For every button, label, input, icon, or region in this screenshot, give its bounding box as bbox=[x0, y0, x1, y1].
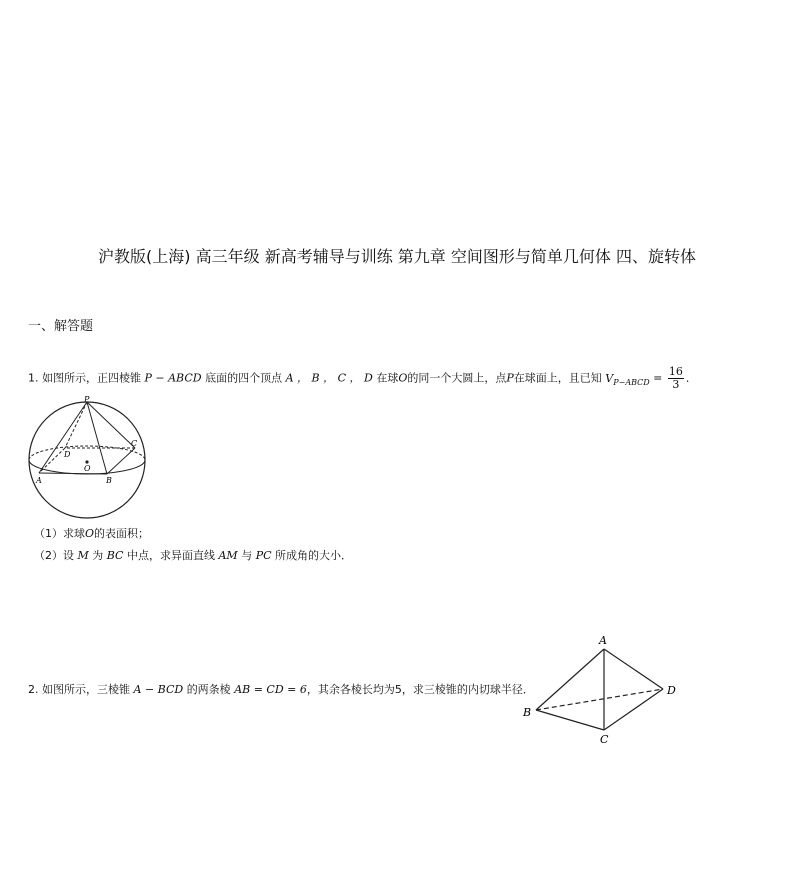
q2-text-a: 如图所示，三棱锥 bbox=[42, 683, 130, 696]
label-A: A bbox=[36, 476, 42, 485]
q1-part-1 bbox=[34, 525, 149, 541]
part2-bc: BC bbox=[106, 549, 124, 562]
q1-text-b: 底面的四个顶点 bbox=[205, 371, 283, 385]
edge-CD bbox=[604, 689, 663, 730]
edge-AD bbox=[604, 649, 663, 689]
edge-AB bbox=[39, 473, 107, 474]
question-1-text bbox=[28, 366, 697, 395]
part2-pc: PC bbox=[255, 549, 272, 562]
q1-text-d: 的同一个大圆上，点 bbox=[407, 371, 507, 385]
part1-var: O bbox=[85, 527, 95, 540]
part2-t4: 所成角的大小． bbox=[275, 549, 353, 562]
section-heading: 一、解答题 bbox=[28, 319, 94, 334]
question-number: 2. bbox=[28, 683, 39, 696]
question-number: 1. bbox=[28, 371, 39, 385]
tetrahedron-figure bbox=[518, 630, 688, 748]
q1-end: ． bbox=[685, 371, 697, 385]
page-title: 沪教版(上海) 高三年级 新高考辅导与训练 第九章 空间图形与简单几何体 四、旋转体 bbox=[98, 247, 696, 266]
fraction-numerator: 16 bbox=[668, 365, 683, 378]
part1-suffix: 的表面积； bbox=[94, 527, 150, 540]
volume-symbol: V bbox=[605, 371, 614, 385]
q2-text-c: ，其余各棱长均为5，求三棱锥的内切球半径． bbox=[306, 683, 534, 696]
label-D: D bbox=[667, 684, 676, 697]
q1-part-2 bbox=[34, 547, 352, 563]
edge-PA bbox=[39, 402, 87, 473]
part2-am: AM bbox=[218, 549, 238, 562]
sphere-pyramid-figure bbox=[26, 394, 150, 522]
edge-BC bbox=[107, 448, 135, 474]
label-B: B bbox=[106, 476, 112, 485]
edge-DA bbox=[39, 448, 65, 473]
label-C: C bbox=[600, 733, 609, 746]
volume-subscript: P−ABCD bbox=[613, 377, 650, 387]
label-C: C bbox=[131, 439, 138, 448]
q2-text-b: 的两条棱 bbox=[186, 683, 231, 696]
q2-pyramid: A − BCD bbox=[133, 683, 184, 696]
sphere-outline bbox=[29, 402, 145, 518]
volume-fraction bbox=[668, 366, 684, 391]
q1-text-e: 在球面上，且已知 bbox=[513, 371, 602, 385]
fraction-denominator: 3 bbox=[672, 378, 680, 391]
q1-volume bbox=[605, 372, 649, 385]
edge-PC bbox=[87, 402, 138, 448]
label-P: P bbox=[84, 395, 90, 404]
q1-pyramid: P − ABCD bbox=[144, 371, 202, 385]
part2-m: M bbox=[77, 549, 89, 562]
question-2-text bbox=[28, 681, 534, 697]
q2-edges: AB = CD = 6 bbox=[234, 683, 307, 696]
q1-equals: = bbox=[649, 371, 666, 385]
q1-text-a: 如图所示，正四棱锥 bbox=[42, 371, 141, 385]
label-O: O bbox=[84, 464, 91, 473]
label-D: D bbox=[64, 450, 71, 459]
label-B: B bbox=[523, 706, 532, 719]
q1-vertices: A ， B ， C ， D bbox=[285, 371, 373, 385]
part2-t2: 中点，求异面直线 bbox=[126, 549, 215, 562]
part1-prefix: （1）求球 bbox=[34, 527, 85, 540]
part2-t1: 为 bbox=[92, 549, 104, 562]
part2-t3: 与 bbox=[241, 549, 253, 562]
q1-text-c: 在球 bbox=[376, 371, 399, 385]
q1-point: P bbox=[506, 371, 514, 385]
q1-sphere: O bbox=[398, 371, 408, 385]
label-A: A bbox=[599, 634, 607, 647]
edge-BC bbox=[536, 710, 604, 730]
part2-prefix: （2）设 bbox=[34, 549, 74, 562]
edge-PD bbox=[65, 402, 87, 448]
